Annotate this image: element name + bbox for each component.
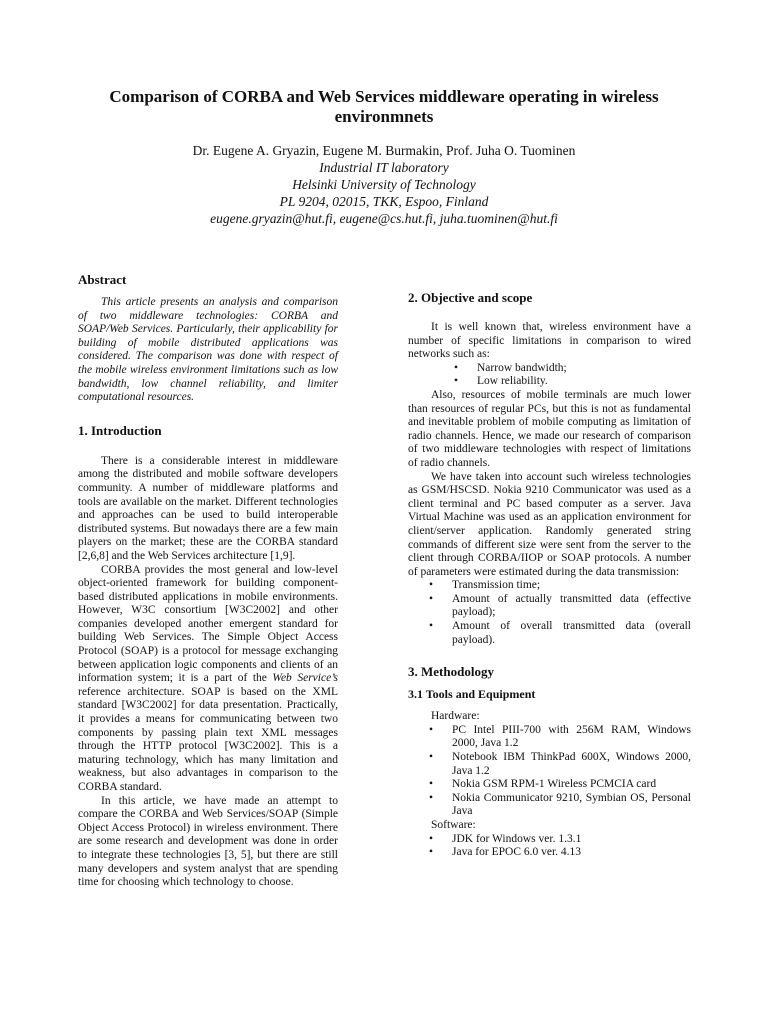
abstract-heading: Abstract [78,272,127,287]
author-university: Helsinki University of Technology [292,177,476,192]
list-item: • Narrow bandwidth; [454,362,691,376]
intro-paragraph-2-end: reference architecture. SOAP is based on the XML standard [W3C2002] for data presentation. Practically, it provides a means for communicating between two components by passing plain text XML messages through the HTTP protocol [W3C2002]. This is a maturing technology, which has many limitation and weakness, but also advantages in comparison to the CORBA standard. [78,685,338,793]
parameters-list [408,579,691,647]
author-address: PL 9204, 02015, TKK, Espoo, Finland [279,194,489,209]
intro-paragraph-1: There is a considerable interest in middleware among the distributed and mobile software developers community. A number of middleware platforms and tools are available on the market. Different technologies and approaches can be used to build interoperable distributed systems. But nowadays there are a few main players on the market; these are the CORBA standard [2,6,8] and the Web Services architecture [1,9]. [78,454,338,562]
hardware-label: Hardware: [431,710,480,723]
software-list [408,833,691,860]
intro-paragraph-2 [78,564,338,795]
tools-subheading: 3.1 Tools and Equipment [408,687,536,702]
objective-heading: 2. Objective and scope [408,290,533,305]
list-item: • Notebook IBM ThinkPad 600X, Windows 2000, Java 1.2 [429,751,691,778]
objective-paragraph-3: We have taken into account such wireless technologies as GSM/HSCSD. Nokia 9210 Communicator was used as a client terminal and PC based computer as a server. Java Virtual Machine was used as an application environment for client/server application. Randomly generated string commands of different size were sent from the server to the client through CORBA/IIOP or SOAP protocols. A number of parameters were estimated during the data transmission: [408,470,691,578]
author-emails: eugene.gryazin@hut.fi, eugene@cs.hut.fi, juha.tuominen@hut.fi [210,211,558,226]
list-item: • Nokia Communicator 9210, Symbian OS, Personal Java [429,792,691,819]
list-item: • JDK for Windows ver. 1.3.1 [429,833,691,847]
author-block [80,142,688,227]
introduction-heading: 1. Introduction [78,422,162,438]
software-label: Software: [431,819,476,831]
intro-paragraph-3: In this article, we have made an attempt to compare the CORBA and Web Services/SOAP (Simple Object Access Protocol) in wireless environment. There are some research and development was done in order to integrate these technologies [3, 5], but there are still many developers and system analyst that are spending time for choosing which technology to choose. [78,794,338,889]
intro-paragraph-2-start: CORBA provides the most general and low-level object-oriented framework for building component-based distributed applications in mobile environments. However, W3C consortium [W3C2002] and other companies developed another emergent standard for building Web Services. The Simple Object Access Protocol (SOAP) is a protocol for message exchanging between application logic components and clients of an information system; it is a part of the [78,563,338,685]
methodology-heading: 3. Methodology [408,664,494,680]
list-item: • Amount of overall transmitted data (overall payload). [429,620,691,647]
limitations-list [408,362,691,389]
list-item: • Amount of actually transmitted data (effective payload); [429,593,691,620]
objective-paragraph-2: Also, resources of mobile terminals are much lower than resources of regular PCs, but this is not as fundamental and inevitable problem of mobile computing as limitation of radio channels. Hence, we made our research of comparison of two middleware technologies with respect of limitations of radio channels. [408,388,691,469]
paper-title: Comparison of CORBA and Web Services middleware operating in wireless environmnets [109,87,659,126]
right-column [408,272,691,860]
list-item: • Transmission time; [429,579,691,593]
left-column [78,272,338,890]
intro-paragraph-2-emphasis: Web Service’s [272,672,338,685]
objective-paragraph-1: It is well known that, wireless environment have a number of specific limitations in comparison to wired networks such as: [408,321,691,361]
list-item: • Java for EPOC 6.0 ver. 4.13 [429,846,691,860]
list-item: • Low reliability. [454,375,691,389]
list-item: • Nokia GSM RPM-1 Wireless PCMCIA card [429,778,691,792]
author-lab: Industrial IT laboratory [319,160,449,175]
list-item: • PC Intel PIII-700 with 256M RAM, Windows 2000, Java 1.2 [429,724,691,751]
abstract-text: This article presents an analysis and comparison of two middleware technologies: CORBA and SOAP/Web Services. Particularly, their applicability for building of mobile distributed applications was considered. The comparison was done with respect of the mobile wireless environment limitations such as low bandwidth, low channel reliability, and limiter computational resources. [78,296,338,404]
hardware-list [408,724,691,819]
author-names: Dr. Eugene A. Gryazin, Eugene M. Burmakin, Prof. Juha O. Tuominen [192,143,576,158]
